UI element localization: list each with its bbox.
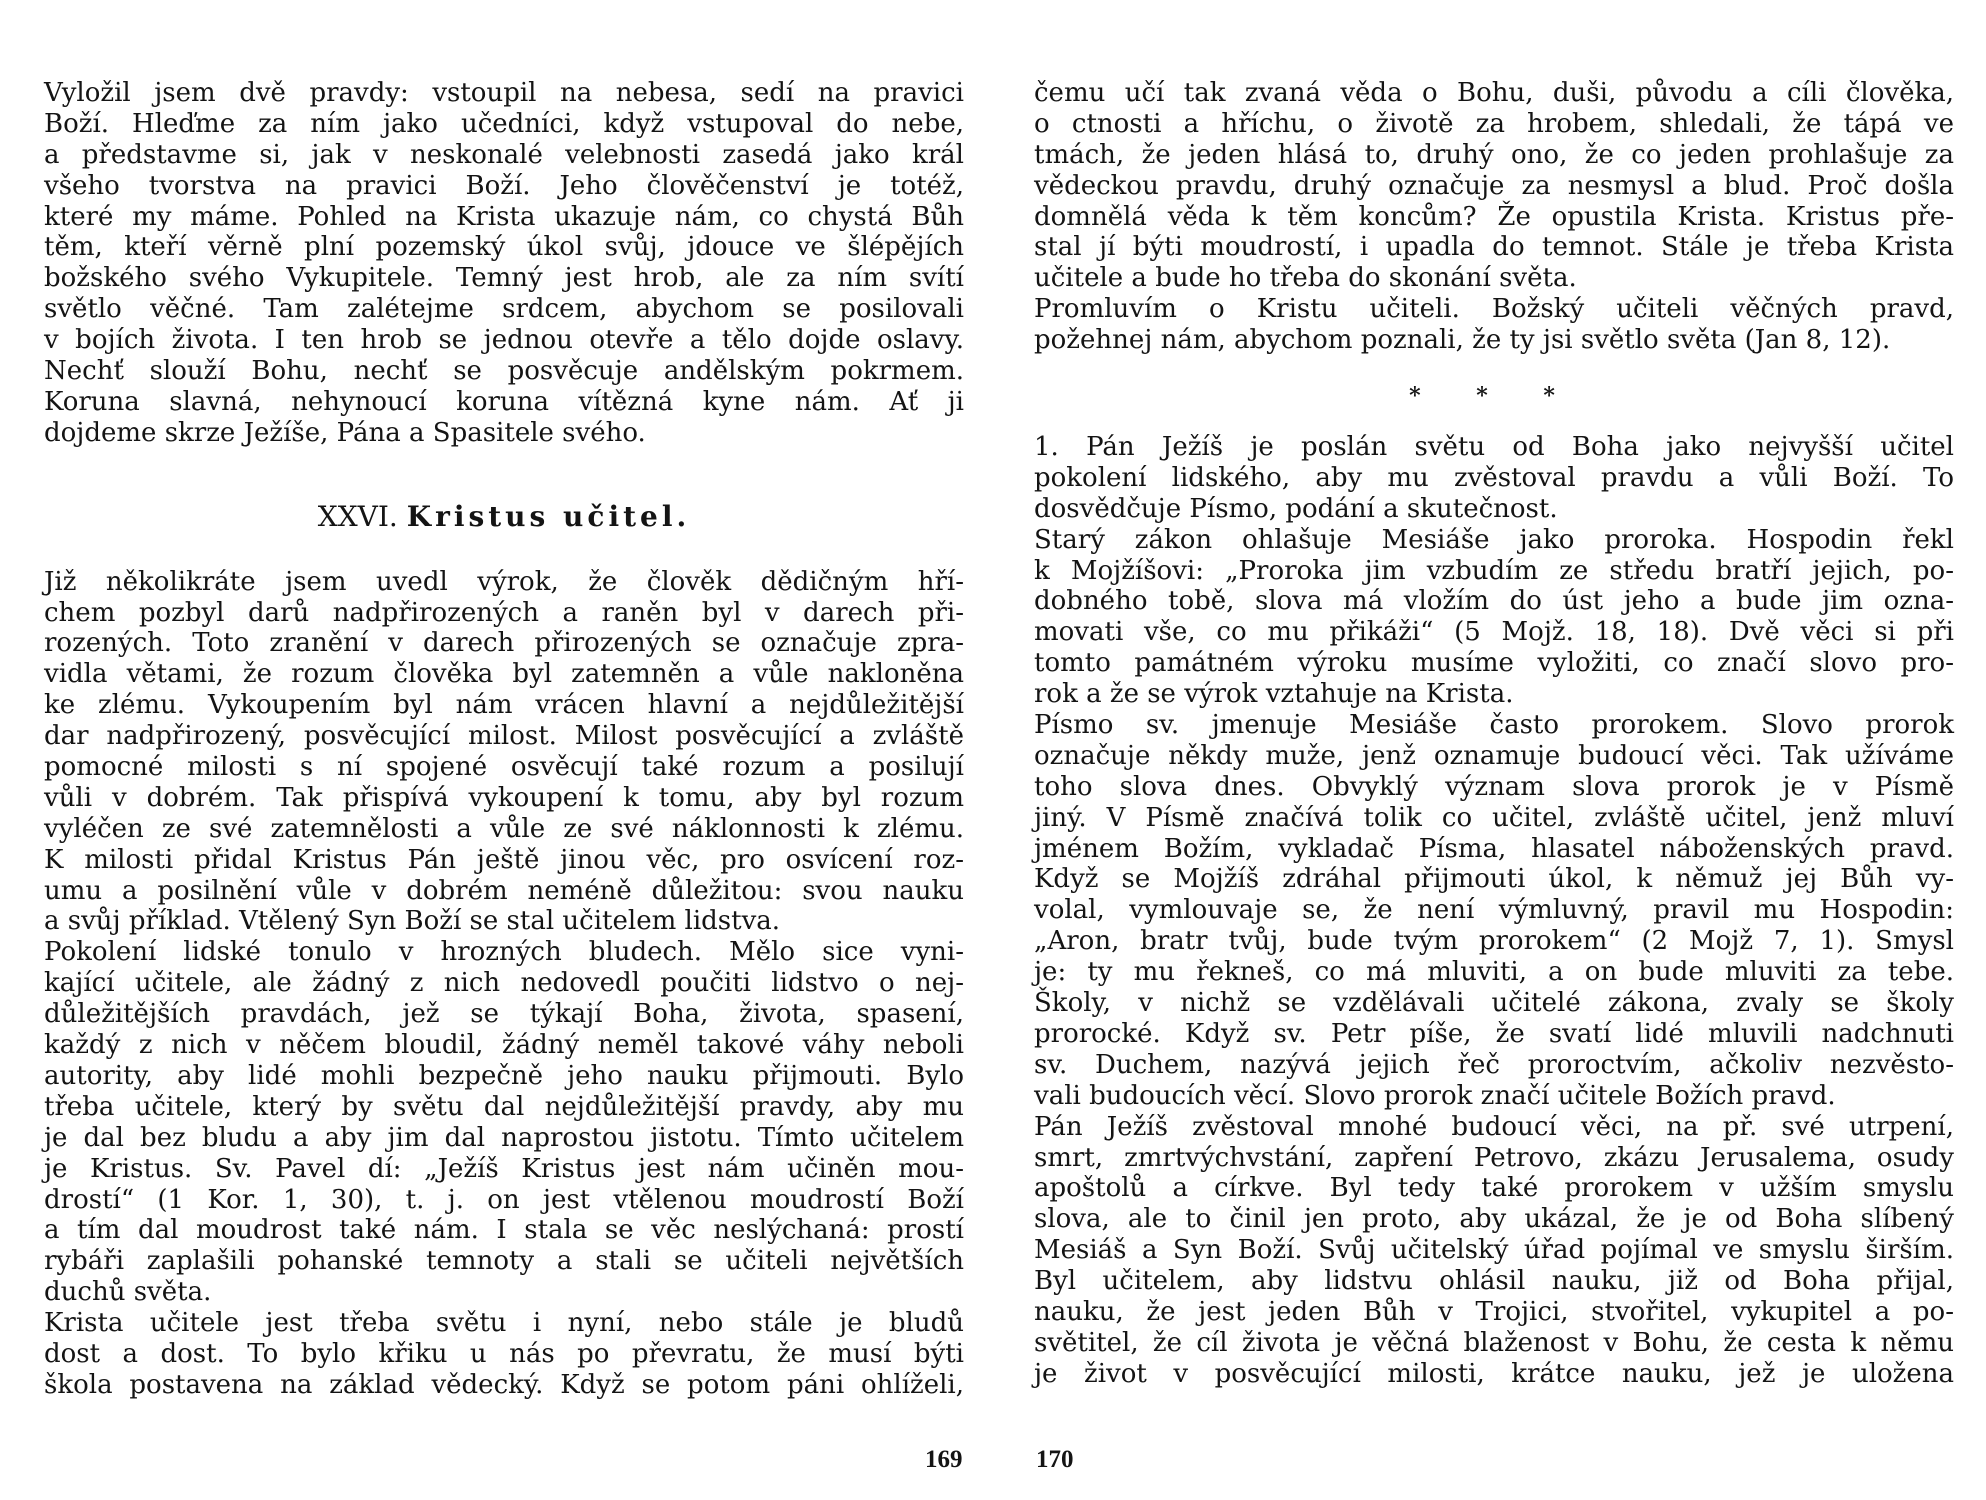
- text-line: Pokolení lidské tonulo v hrozných bludech. Mělo sice vyni-: [44, 937, 964, 968]
- section-separator: * * *: [1409, 383, 1579, 410]
- chapter-heading: [44, 497, 964, 537]
- text-line: a představme si, jak v neskonalé velebnosti zasedá jako král: [44, 139, 964, 170]
- text-line: Nechť slouží Bohu, nechť se posvěcuje andělským pokrmem.: [44, 356, 964, 387]
- text-line: tomto památném výroku musíme vyložiti, co značí slovo pro-: [1034, 648, 1954, 679]
- text-line: umu a posilnění vůle v dobrém neméně důležitou: svou nauku: [44, 875, 964, 906]
- text-line: prorocké. Když sv. Petr píše, že svatí lidé mluvili nadchnuti: [1034, 1018, 1954, 1049]
- text-line: chem pozbyl darů nadpřirozených a raněn byl v darech při-: [44, 597, 964, 628]
- right-page-number: 170: [1036, 1446, 1074, 1473]
- text-line: K milosti přidal Kristus Pán ještě jinou věc, pro osvícení roz-: [44, 844, 964, 875]
- text-line: pokolení lidského, aby mu zvěstoval pravdu a vůli Boží. To: [1034, 462, 1954, 493]
- text-line: a tím dal moudrost také nám. I stala se věc neslýchaná: prostí: [44, 1215, 964, 1246]
- text-line: „Aron, bratr tvůj, bude tvým prorokem“ (2 Mojž 7, 1). Smysl: [1034, 926, 1954, 957]
- text-line: Když se Mojžíš zdráhal přijmouti úkol, k němuž jej Bůh vy-: [1034, 864, 1954, 895]
- text-line: apoštolů a církve. Byl tedy také prorokem v užším smyslu: [1034, 1173, 1954, 1204]
- left-intro-paragraph: [44, 78, 964, 449]
- right-page: [1034, 78, 1954, 1390]
- text-line: těm, kteří věrně plní pozemský úkol svůj, jdouce ve šlépějích: [44, 232, 964, 263]
- right-top-text: [1034, 78, 1954, 356]
- text-line: je: ty mu řekneš, co má mluviti, a on bude mluviti za tebe.: [1034, 957, 1954, 988]
- text-line: Boží. Hleďme za ním jako učedníci, když vstupoval do nebe,: [44, 108, 964, 139]
- right-body-text: [1034, 432, 1954, 1390]
- text-line: jiný. V Písmě značívá tolik co učitel, zvláště učitel, jenž mluví: [1034, 802, 1954, 833]
- text-line: Krista učitele jest třeba světu i nyní, nebo stále je bludů: [44, 1308, 964, 1339]
- text-line: třeba učitele, který by světu dal nejdůležitější pravdy, aby mu: [44, 1091, 964, 1122]
- text-line: rybáři zaplašili pohanské temnoty a stali se učiteli největších: [44, 1246, 964, 1277]
- text-line: dost a dost. To bylo křiku u nás po převratu, že musí býti: [44, 1338, 964, 1369]
- text-line: každý z nich v něčem bloudil, žádný neměl takové váhy neboli: [44, 1030, 964, 1061]
- left-page: [44, 78, 964, 1401]
- text-line: které my máme. Pohled na Krista ukazuje nám, co chystá Bůh: [44, 201, 964, 232]
- text-line: Promluvím o Kristu učiteli. Božský učiteli věčných pravd,: [1034, 294, 1954, 325]
- text-line: 1. Pán Ježíš je poslán světu od Boha jako nejvyšší učitel: [1034, 432, 1954, 463]
- text-line: v bojích života. I ten hrob se jednou otevře a tělo dojde oslavy.: [44, 325, 964, 356]
- text-line: dar nadpřirozený, posvěcující milost. Milost posvěcující a zvláště: [44, 721, 964, 752]
- text-line: označuje někdy muže, jenž oznamuje budoucí věci. Tak užíváme: [1034, 740, 1954, 771]
- text-line: dobného tobě, slova má vložím do úst jeho a bude jim ozna-: [1034, 586, 1954, 617]
- text-line: autority, aby lidé mohli bezpečně jeho nauku přijmouti. Bylo: [44, 1060, 964, 1091]
- text-line: nauku, že jest jeden Bůh v Trojici, stvořitel, vykupitel a po-: [1034, 1296, 1954, 1327]
- text-line: Vyložil jsem dvě pravdy: vstoupil na nebesa, sedí na pravici: [44, 78, 964, 108]
- text-line: duchů světa.: [44, 1277, 212, 1308]
- text-line: světlo věčné. Tam zalétejme srdcem, abychom se posilovali: [44, 294, 964, 325]
- text-line: božského svého Vykupitele. Temný jest hrob, ale za ním svítí: [44, 263, 964, 294]
- text-line: Starý zákon ohlašuje Mesiáše jako proroka. Hospodin řekl: [1034, 524, 1954, 555]
- text-line: ke zlému. Vykoupením byl nám vrácen hlavní a nejdůležitější: [44, 690, 964, 721]
- text-line: pomocné milosti s ní spojené osvěcují také rozum a posilují: [44, 752, 964, 783]
- text-line: Pán Ježíš zvěstoval mnohé budoucí věci, na př. své utrpení,: [1034, 1111, 1954, 1142]
- text-line: učitele a bude ho třeba do skonání světa.: [1034, 263, 1577, 294]
- text-line: volal, vymlouvaje se, že není výmluvný, pravil mu Hospodin:: [1034, 895, 1954, 926]
- text-line: je život v posvěcující milosti, krátce nauku, jež je uložena: [1034, 1358, 1954, 1389]
- text-line: dosvědčuje Písmo, podání a skutečnost.: [1034, 493, 1558, 524]
- text-line: dojdeme skrze Ježíše, Pána a Spasitele svého.: [44, 417, 646, 448]
- text-line: toho slova dnes. Obvyklý význam slova prorok je v Písmě: [1034, 771, 1954, 802]
- text-line: Koruna slavná, nehynoucí koruna vítězná kyne nám. Ať ji: [44, 386, 964, 417]
- text-line: je dal bez bludu a aby jim dal naprostou jistotu. Tímto učitelem: [44, 1122, 964, 1153]
- text-line: všeho tvorstva na pravici Boží. Jeho člověčenství je totéž,: [44, 170, 964, 201]
- text-line: vidla větami, že rozum člověka byl zatemněn a vůle nakloněna: [44, 659, 964, 690]
- text-line: světitel, že cíl života je věčná blaženost v Bohu, že cesta k němu: [1034, 1327, 1954, 1358]
- text-line: je Kristus. Sv. Pavel dí: „Ježíš Kristus jest nám učiněn mou-: [44, 1153, 964, 1184]
- text-line: čemu učí tak zvaná věda o Bohu, duši, původu a cíli člověka,: [1034, 78, 1954, 108]
- text-line: tmách, že jeden hlásá to, druhý ono, že co jeden prohlašuje za: [1034, 139, 1954, 170]
- text-line: rok a že se výrok vztahuje na Krista.: [1034, 679, 1514, 710]
- text-line: vůli v dobrém. Tak přispívá vykoupení k tomu, aby byl rozum: [44, 782, 964, 813]
- text-line: požehnej nám, abychom poznali, že ty jsi světlo světa (Jan 8, 12).: [1034, 325, 1891, 356]
- text-line: vyléčen ze své zatemnělosti a vůle ze své náklonnosti k zlému.: [44, 813, 964, 844]
- text-line: škola postavena na základ vědecký. Když se potom páni ohlíželi,: [44, 1369, 964, 1400]
- left-body-text: [44, 567, 964, 1401]
- text-line: Již několikráte jsem uvedl výrok, že člověk dědičným hří-: [44, 566, 964, 597]
- text-line: a svůj příklad. Vtělený Syn Boží se stal učitelem lidstva.: [44, 906, 781, 937]
- text-line: movati vše, co mu přikáži“ (5 Mojž. 18, 18). Dvě věci si při: [1034, 617, 1954, 648]
- chapter-title: Kristus učitel.: [406, 499, 691, 533]
- text-line: k Mojžíšovi: „Proroka jim vzbudím ze středu bratří jejich, po-: [1034, 555, 1954, 586]
- text-line: smrt, zmrtvýchvstání, zapření Petrovo, zkázu Jerusalema, osudy: [1034, 1142, 1954, 1173]
- text-line: Mesiáš a Syn Boží. Svůj učitelský úřad pojímal ve smyslu širším.: [1034, 1235, 1954, 1266]
- text-line: vali budoucích věcí. Slovo prorok značí učitele Božích pravd.: [1034, 1080, 1836, 1111]
- text-line: Byl učitelem, aby lidstvu ohlásil nauku, již od Boha přijal,: [1034, 1266, 1954, 1297]
- text-line: domnělá věda k těm koncům? Že opustila Krista. Kristus pře-: [1034, 201, 1954, 232]
- text-line: slova, ale to činil jen proto, aby ukázal, že je od Boha slíbený: [1034, 1204, 1954, 1235]
- text-line: rozených. Toto zranění v darech přirozených se označuje zpra-: [44, 628, 964, 659]
- text-line: stal jí býti moudrostí, i upadla do temnot. Stále je třeba Krista: [1034, 232, 1954, 263]
- text-line: důležitějších pravdách, jež se týkají Boha, života, spasení,: [44, 999, 964, 1030]
- text-line: jménem Božím, vykladač Písma, hlasatel náboženských pravd.: [1034, 833, 1954, 864]
- chapter-numeral: XXVI.: [317, 499, 398, 533]
- text-line: sv. Duchem, nazývá jejich řeč proroctvím, ačkoliv nezvěsto-: [1034, 1049, 1954, 1080]
- text-line: o ctnosti a hříchu, o životě za hrobem, shledali, že tápá ve: [1034, 108, 1954, 139]
- text-line: Písmo sv. jmenuje Mesiáše často prorokem. Slovo prorok: [1034, 710, 1954, 741]
- left-page-number: 169: [925, 1446, 963, 1473]
- text-line: vědeckou pravdu, druhý označuje za nesmysl a blud. Proč došla: [1034, 170, 1954, 201]
- text-line: kající učitele, ale žádný z nich nedovedl poučiti lidstvo o nej-: [44, 968, 964, 999]
- text-line: Školy, v nichž se vzdělávali učitelé zákona, zvaly se školy: [1034, 988, 1954, 1019]
- text-line: drostí“ (1 Kor. 1, 30), t. j. on jest vtělenou moudrostí Boží: [44, 1184, 964, 1215]
